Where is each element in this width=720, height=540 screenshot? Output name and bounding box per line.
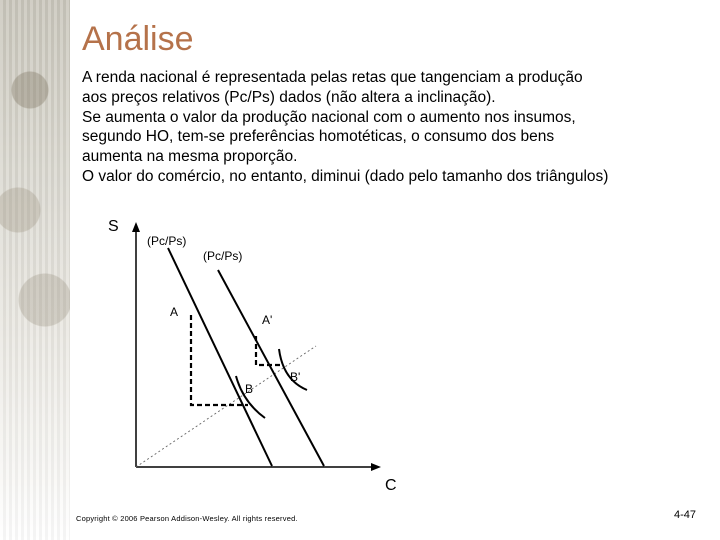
body-line: A renda nacional é representada pelas retas que tangenciam a produção xyxy=(82,69,583,86)
body-line: Se aumenta o valor da produção nacional com o aumento nos insumos, xyxy=(82,108,576,126)
page-number: 4-47 xyxy=(673,509,696,521)
point-label-b-prime: B' xyxy=(290,370,301,384)
price-ratio-label: (Pc/Ps) xyxy=(147,234,187,248)
slide-title: Análise xyxy=(82,20,194,58)
point-label-b: B xyxy=(245,382,254,396)
point-label-a-prime: A' xyxy=(262,313,273,327)
point-label-a: A xyxy=(170,305,179,319)
x-axis-arrow-icon xyxy=(371,463,381,471)
copyright-notice: Copyright © 2006 Pearson Addison-Wesley. All rights reserved. xyxy=(76,514,298,523)
trade-triangle-1 xyxy=(191,315,248,405)
x-axis-label: C xyxy=(385,477,397,494)
body-line: aos preços relativos (Pc/Ps) dados (não altera a inclinação). xyxy=(82,88,496,106)
trade-triangle-2 xyxy=(256,336,282,365)
body-line: aumenta na mesma proporção. xyxy=(82,148,298,166)
price-ratio-label: (Pc/Ps) xyxy=(203,249,243,263)
income-line-2 xyxy=(218,270,324,466)
body-line: O valor do comércio, no entanto, diminui (dado pelo tamanho dos triângulos) xyxy=(82,167,609,185)
consumption-ray xyxy=(136,346,316,467)
y-axis-label: S xyxy=(108,218,119,235)
y-axis-arrow-icon xyxy=(132,222,140,232)
body-line: segundo HO, tem-se preferências homotéticas, o consumo dos bens xyxy=(82,128,555,146)
